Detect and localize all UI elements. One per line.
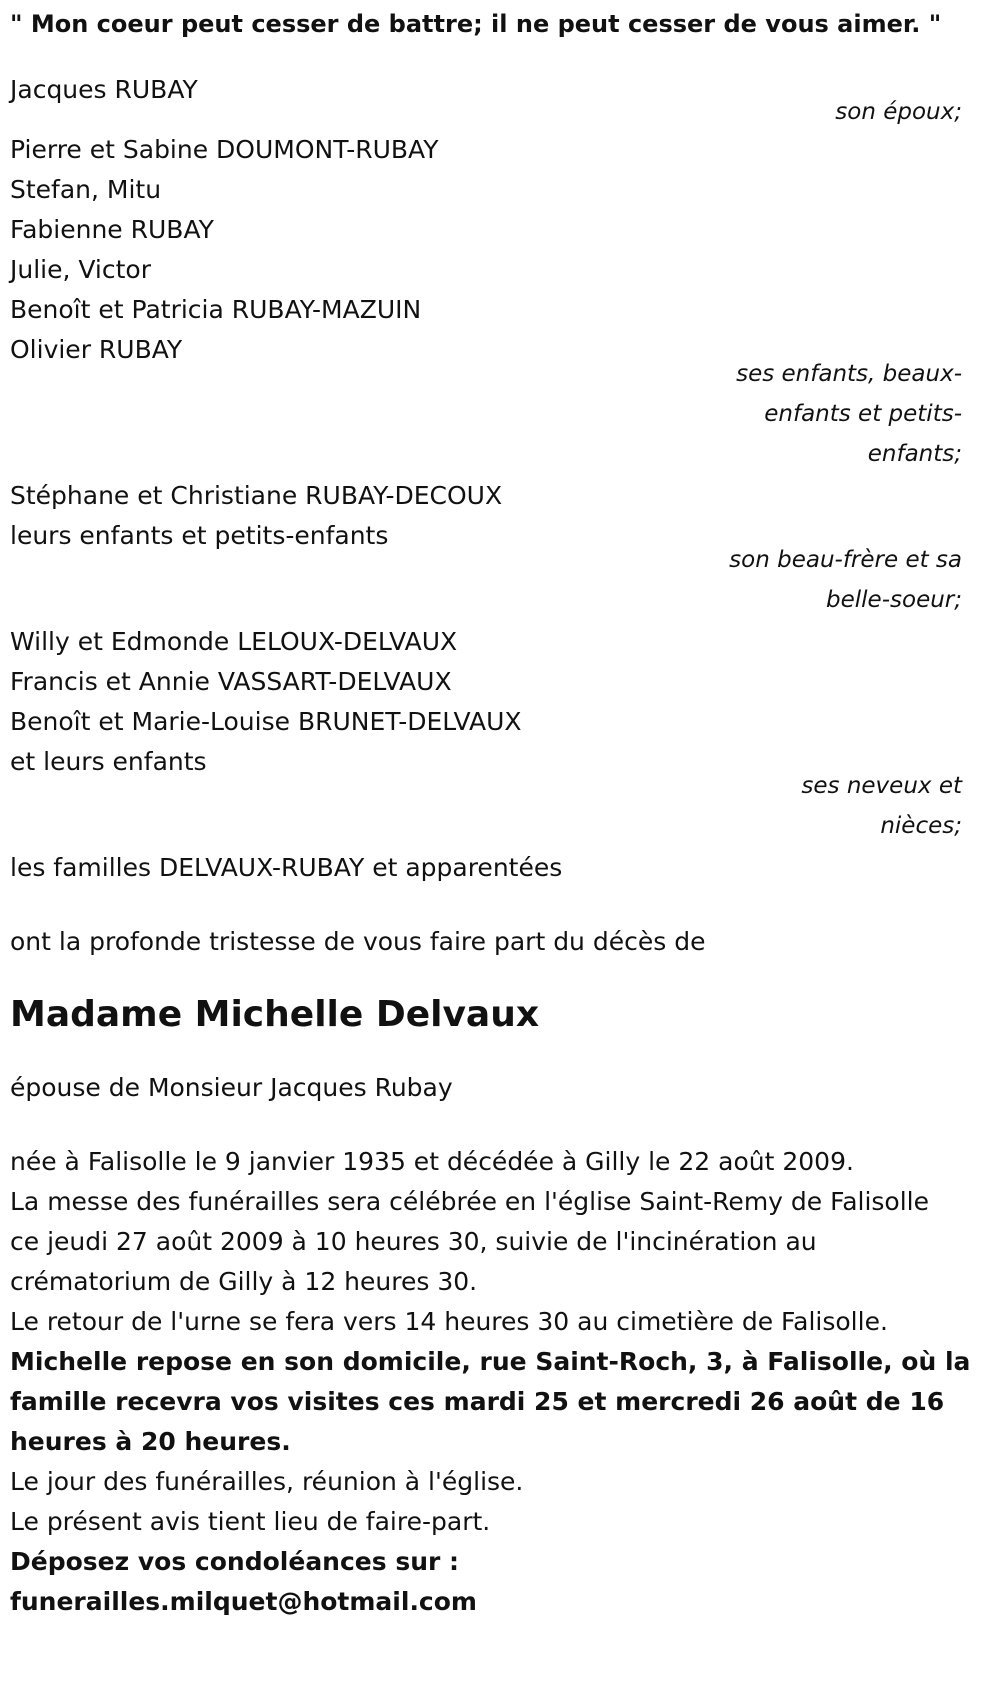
relation-line: enfants et petits-: [764, 401, 962, 427]
relation-label: [702, 540, 962, 620]
visit-line: heures à 20 heures.: [10, 1427, 291, 1456]
relation-line: enfants;: [867, 441, 962, 467]
deceased-name: Madame Michelle Delvaux: [10, 994, 540, 1035]
family-name-line: et leurs enfants: [10, 747, 207, 776]
relation-label: [702, 354, 962, 474]
detail-line: ce jeudi 27 août 2009 à 10 heures 30, suivie de l'incinération au: [10, 1227, 817, 1256]
family-name-line: Stéphane et Christiane RUBAY-DECOUX: [10, 481, 503, 510]
family-name-line: Francis et Annie VASSART-DELVAUX: [10, 667, 452, 696]
detail-line: La messe des funérailles sera célébrée en l'église Saint-Remy de Falisolle: [10, 1187, 929, 1216]
relation-line: nièces;: [880, 813, 962, 839]
relation-label: [702, 766, 962, 846]
nephew-niece-names: [10, 622, 950, 782]
family-name-line: Stefan, Mitu: [10, 175, 162, 204]
closing-line: Le jour des funérailles, réunion à l'église.: [10, 1467, 524, 1496]
children-names: [10, 130, 950, 370]
relation-line: belle-soeur;: [826, 587, 962, 613]
family-name-line: Benoît et Marie-Louise BRUNET-DELVAUX: [10, 707, 522, 736]
funeral-details: [10, 1142, 971, 1622]
detail-line: crématorium de Gilly à 12 heures 30.: [10, 1267, 478, 1296]
detail-line: née à Falisolle le 9 janvier 1935 et décédée à Gilly le 22 août 2009.: [10, 1147, 854, 1176]
relation-line: son beau-frère et sa: [729, 547, 962, 573]
family-name-line: Olivier RUBAY: [10, 335, 183, 364]
family-name-line: Jacques RUBAY: [10, 75, 198, 104]
visit-line: famille recevra vos visites ces mardi 25 et mercredi 26 août de 16: [10, 1387, 945, 1416]
family-name-line: leurs enfants et petits-enfants: [10, 521, 389, 550]
detail-line: Le retour de l'urne se fera vers 14 heures 30 au cimetière de Falisolle.: [10, 1307, 888, 1336]
family-name-line: Fabienne RUBAY: [10, 215, 214, 244]
family-name-line: Pierre et Sabine DOUMONT-RUBAY: [10, 135, 439, 164]
closing-line: Le présent avis tient lieu de faire-part.: [10, 1507, 491, 1536]
obituary-notice: [10, 0, 971, 1622]
family-name-line: Willy et Edmonde LELOUX-DELVAUX: [10, 627, 458, 656]
condolences-label: Déposez vos condoléances sur :: [10, 1547, 460, 1576]
relation-line: ses enfants, beaux-: [736, 361, 962, 387]
relation-line: son époux;: [835, 99, 962, 125]
condolences-email: funerailles.milquet@hotmail.com: [10, 1587, 477, 1616]
relation-line: ses neveux et: [801, 773, 962, 799]
visit-line: Michelle repose en son domicile, rue Saint-Roch, 3, à Falisolle, où la: [10, 1347, 971, 1376]
extended-families: les familles DELVAUX-RUBAY et apparentées: [10, 853, 563, 882]
family-name-line: Julie, Victor: [10, 255, 152, 284]
announcement-text: ont la profonde tristesse de vous faire part du décès de: [10, 927, 706, 956]
spouse-line: épouse de Monsieur Jacques Rubay: [10, 1073, 453, 1102]
relation-label: [702, 92, 962, 132]
family-name-line: Benoît et Patricia RUBAY-MAZUIN: [10, 295, 422, 324]
epigraph-quote: " Mon coeur peut cesser de battre; il ne peut cesser de vous aimer. ": [10, 10, 942, 38]
